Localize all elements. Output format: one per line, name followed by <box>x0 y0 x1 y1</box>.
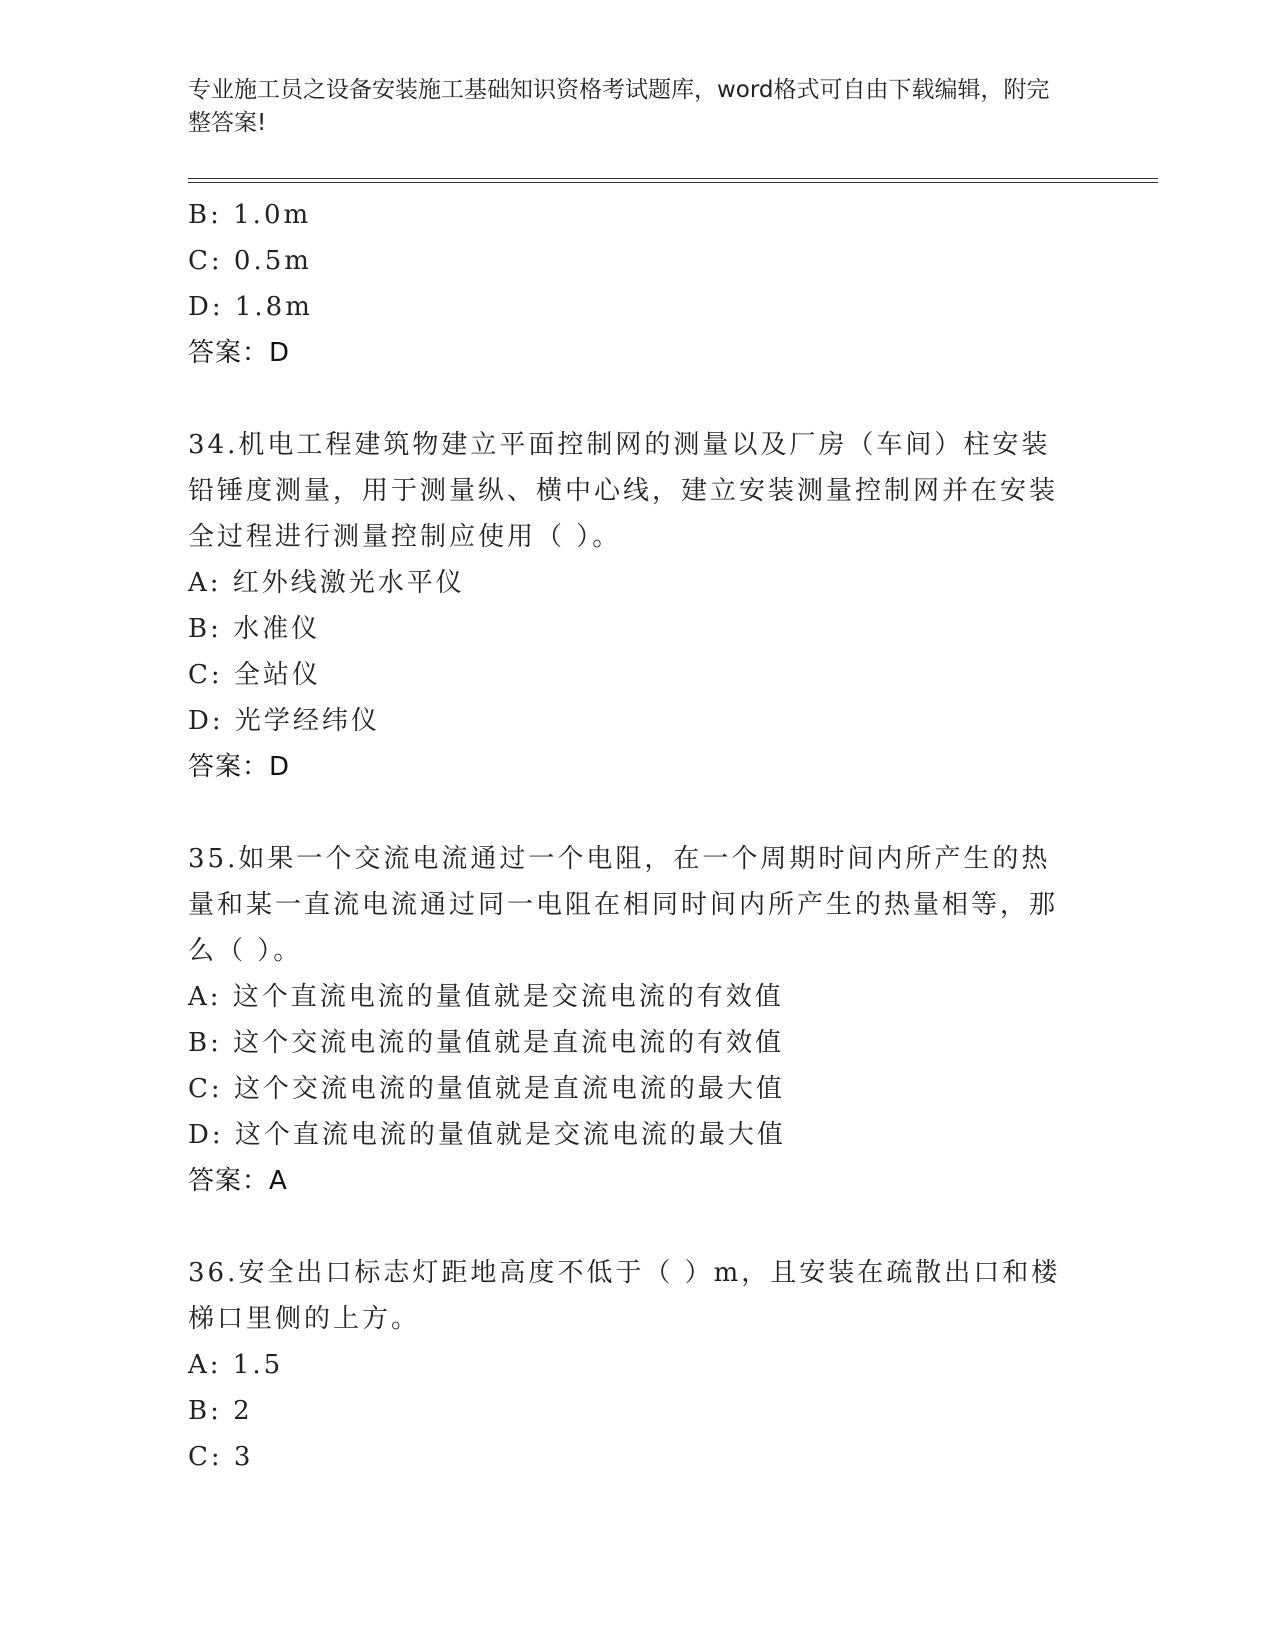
answer-line: 答案：D <box>188 752 291 782</box>
option-b: B: 这个交流电流的量值就是直流电流的有效值 <box>188 1028 785 1058</box>
option-b: B: 2 <box>188 1396 253 1426</box>
option-b: B: 水准仪 <box>188 614 321 644</box>
spacer <box>188 1204 1088 1250</box>
answer-line: 答案：D <box>188 338 291 368</box>
option-a: A: 1.5 <box>188 1350 284 1380</box>
document-header: 专业施工员之设备安装施工基础知识资格考试题库，word格式可自由下载编辑，附完整答案! <box>188 77 1050 136</box>
spacer <box>188 376 1088 422</box>
option-c: C: 这个交流电流的量值就是直流电流的最大值 <box>188 1074 785 1104</box>
question-text: 34.机电工程建筑物建立平面控制网的测量以及厂房（车间）柱安装铅锤度测量，用于测量纵、横中心线，建立安装测量控制网并在安装全过程进行测量控制应使用（ ）。 <box>188 430 1059 552</box>
header-divider <box>188 178 1158 183</box>
spacer <box>188 790 1088 836</box>
answer-line: 答案：A <box>188 1166 288 1196</box>
question-36 <box>188 1250 1088 1480</box>
option-d: D: 1.8m <box>188 292 313 322</box>
option-d: D: 光学经纬仪 <box>188 706 380 736</box>
option-a: A: 这个直流电流的量值就是交流电流的有效值 <box>188 982 784 1012</box>
question-text: 36.安全出口标志灯距地高度不低于（ ）m，且安装在疏散出口和楼梯口里侧的上方。 <box>188 1258 1061 1334</box>
question-35 <box>188 836 1088 1204</box>
option-b: B: 1.0m <box>188 200 312 230</box>
question-34 <box>188 422 1088 790</box>
document-body <box>188 192 1088 1480</box>
option-c: C: 全站仪 <box>188 660 321 690</box>
option-c: C: 3 <box>188 1442 254 1472</box>
option-d: D: 这个直流电流的量值就是交流电流的最大值 <box>188 1120 786 1150</box>
question-text: 35.如果一个交流电流通过一个电阻，在一个周期时间内所产生的热量和某一直流电流通过同一电阻在相同时间内所产生的热量相等，那么（ ）。 <box>188 844 1059 966</box>
option-c: C: 0.5m <box>188 246 312 276</box>
option-a: A: 红外线激光水平仪 <box>188 568 465 598</box>
